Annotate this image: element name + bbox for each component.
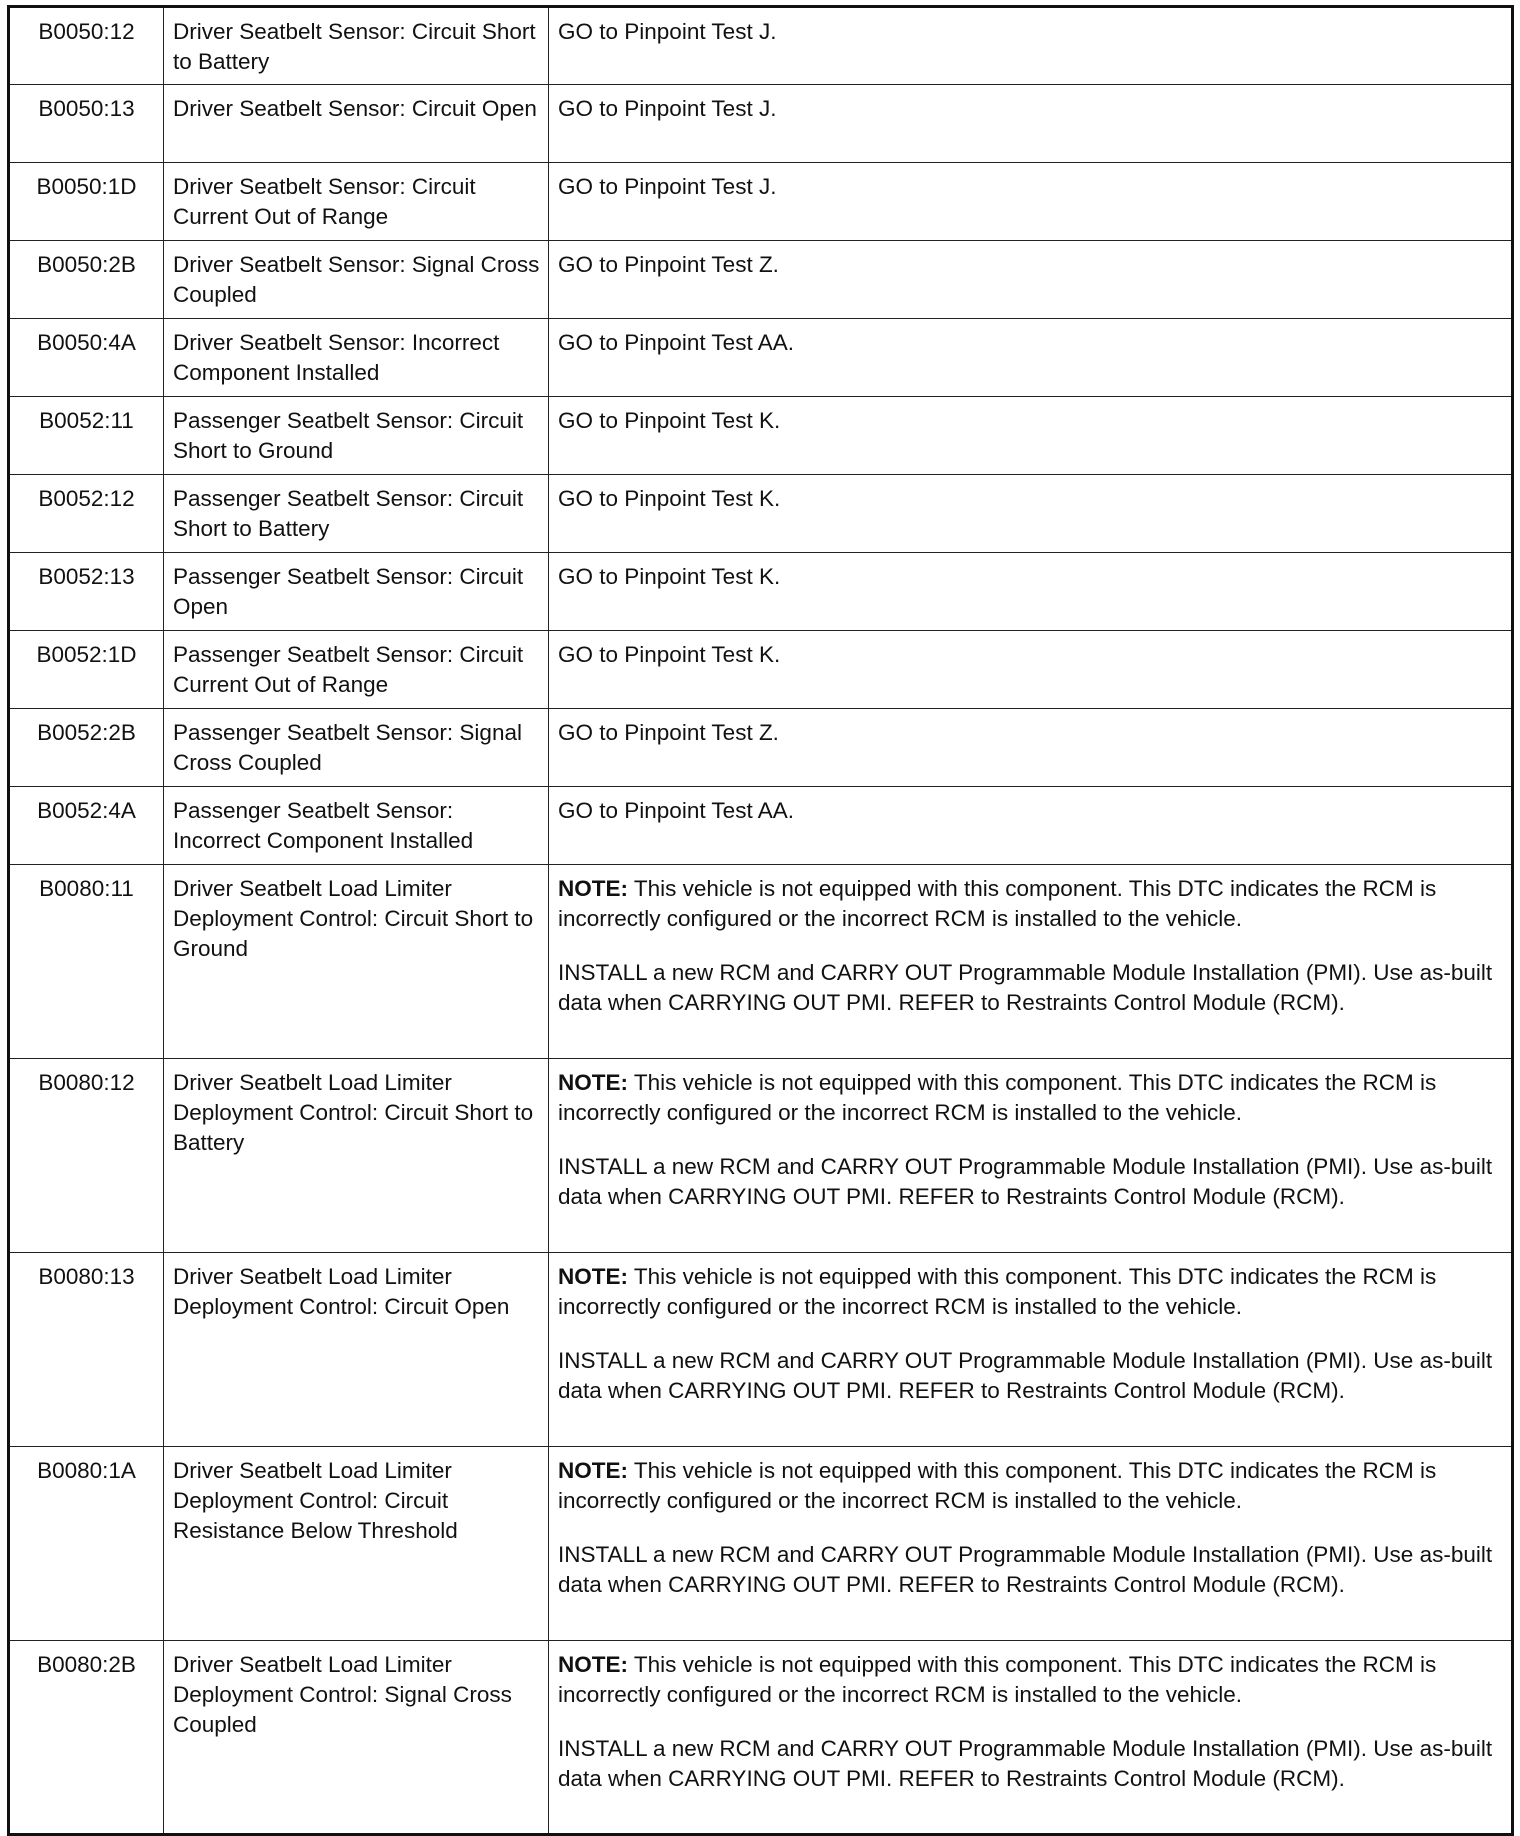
table-row [9, 1059, 1513, 1253]
dtc-description: Passenger Seatbelt Sensor: Circuit Short to Ground [164, 397, 549, 475]
table-row [9, 1641, 1513, 1835]
dtc-description: Driver Seatbelt Sensor: Signal Cross Coupled [164, 241, 549, 319]
table-row [9, 1447, 1513, 1641]
dtc-action: GO to Pinpoint Test K. [549, 475, 1513, 553]
dtc-table [7, 5, 1514, 1836]
dtc-action: GO to Pinpoint Test J. [549, 163, 1513, 241]
dtc-code: B0050:12 [9, 7, 164, 85]
table-row [9, 631, 1513, 709]
note-label: NOTE: [558, 1070, 628, 1095]
dtc-description: Driver Seatbelt Load Limiter Deployment Control: Circuit Short to Ground [164, 865, 549, 1059]
dtc-code: B0050:13 [9, 85, 164, 163]
action-text: INSTALL a new RCM and CARRY OUT Programmable Module Installation (PMI). Use as-built data when CARRYING OUT PMI. REFER to Restraints Control Module (RCM). [558, 1542, 1493, 1597]
dtc-code: B0052:2B [9, 709, 164, 787]
table-row [9, 475, 1513, 553]
dtc-action: GO to Pinpoint Test J. [549, 85, 1513, 163]
dtc-action [549, 1059, 1513, 1253]
dtc-description: Driver Seatbelt Load Limiter Deployment Control: Circuit Open [164, 1253, 549, 1447]
dtc-code: B0050:1D [9, 163, 164, 241]
action-text: INSTALL a new RCM and CARRY OUT Programmable Module Installation (PMI). Use as-built data when CARRYING OUT PMI. REFER to Restraints Control Module (RCM). [558, 1154, 1493, 1209]
table-row [9, 85, 1513, 163]
dtc-description: Passenger Seatbelt Sensor: Signal Cross Coupled [164, 709, 549, 787]
table-row [9, 1253, 1513, 1447]
dtc-code: B0080:13 [9, 1253, 164, 1447]
dtc-code: B0052:4A [9, 787, 164, 865]
note [558, 1456, 1503, 1516]
dtc-code: B0052:1D [9, 631, 164, 709]
dtc-action: GO to Pinpoint Test K. [549, 397, 1513, 475]
table-row [9, 397, 1513, 475]
dtc-description: Driver Seatbelt Load Limiter Deployment Control: Signal Cross Coupled [164, 1641, 549, 1835]
dtc-action: GO to Pinpoint Test K. [549, 631, 1513, 709]
dtc-code: B0080:2B [9, 1641, 164, 1835]
dtc-action [549, 1447, 1513, 1641]
note [558, 1262, 1503, 1322]
dtc-description: Passenger Seatbelt Sensor: Circuit Open [164, 553, 549, 631]
dtc-action [549, 1253, 1513, 1447]
dtc-code: B0052:12 [9, 475, 164, 553]
table-row [9, 319, 1513, 397]
action-text: INSTALL a new RCM and CARRY OUT Programmable Module Installation (PMI). Use as-built data when CARRYING OUT PMI. REFER to Restraints Control Module (RCM). [558, 1348, 1493, 1403]
dtc-code: B0080:1A [9, 1447, 164, 1641]
dtc-action: GO to Pinpoint Test K. [549, 553, 1513, 631]
dtc-action [549, 865, 1513, 1059]
dtc-code: B0050:2B [9, 241, 164, 319]
table-row [9, 787, 1513, 865]
dtc-description: Driver Seatbelt Sensor: Circuit Short to Battery [164, 7, 549, 85]
dtc-action: GO to Pinpoint Test Z. [549, 709, 1513, 787]
table-row [9, 553, 1513, 631]
table-row [9, 865, 1513, 1059]
dtc-description: Driver Seatbelt Sensor: Circuit Current Out of Range [164, 163, 549, 241]
note-label: NOTE: [558, 876, 628, 901]
note-text: This vehicle is not equipped with this component. This DTC indicates the RCM is incorrectly configured or the incorrect RCM is installed to the vehicle. [558, 1458, 1437, 1513]
note [558, 874, 1503, 934]
action-text: INSTALL a new RCM and CARRY OUT Programmable Module Installation (PMI). Use as-built data when CARRYING OUT PMI. REFER to Restraints Control Module (RCM). [558, 960, 1493, 1015]
dtc-code: B0080:12 [9, 1059, 164, 1253]
table-row [9, 241, 1513, 319]
note-text: This vehicle is not equipped with this component. This DTC indicates the RCM is incorrectly configured or the incorrect RCM is installed to the vehicle. [558, 876, 1437, 931]
note [558, 1650, 1503, 1710]
note-label: NOTE: [558, 1264, 628, 1289]
dtc-description: Driver Seatbelt Load Limiter Deployment Control: Circuit Short to Battery [164, 1059, 549, 1253]
table-row [9, 7, 1513, 85]
note-label: NOTE: [558, 1458, 628, 1483]
dtc-code: B0052:11 [9, 397, 164, 475]
action-text: INSTALL a new RCM and CARRY OUT Programmable Module Installation (PMI). Use as-built data when CARRYING OUT PMI. REFER to Restraints Control Module (RCM). [558, 1736, 1493, 1791]
note-text: This vehicle is not equipped with this component. This DTC indicates the RCM is incorrectly configured or the incorrect RCM is installed to the vehicle. [558, 1070, 1437, 1125]
note-label: NOTE: [558, 1652, 628, 1677]
table-row [9, 709, 1513, 787]
note-text: This vehicle is not equipped with this component. This DTC indicates the RCM is incorrectly configured or the incorrect RCM is installed to the vehicle. [558, 1264, 1437, 1319]
dtc-action: GO to Pinpoint Test Z. [549, 241, 1513, 319]
dtc-description: Passenger Seatbelt Sensor: Circuit Current Out of Range [164, 631, 549, 709]
dtc-description: Driver Seatbelt Sensor: Incorrect Component Installed [164, 319, 549, 397]
dtc-description: Passenger Seatbelt Sensor: Incorrect Component Installed [164, 787, 549, 865]
dtc-code: B0052:13 [9, 553, 164, 631]
dtc-code: B0050:4A [9, 319, 164, 397]
note [558, 1068, 1503, 1128]
note-text: This vehicle is not equipped with this component. This DTC indicates the RCM is incorrectly configured or the incorrect RCM is installed to the vehicle. [558, 1652, 1437, 1707]
dtc-action: GO to Pinpoint Test J. [549, 7, 1513, 85]
dtc-description: Driver Seatbelt Load Limiter Deployment Control: Circuit Resistance Below Threshold [164, 1447, 549, 1641]
dtc-description: Driver Seatbelt Sensor: Circuit Open [164, 85, 549, 163]
dtc-action: GO to Pinpoint Test AA. [549, 319, 1513, 397]
dtc-action [549, 1641, 1513, 1835]
dtc-action: GO to Pinpoint Test AA. [549, 787, 1513, 865]
table-row [9, 163, 1513, 241]
dtc-code: B0080:11 [9, 865, 164, 1059]
dtc-description: Passenger Seatbelt Sensor: Circuit Short to Battery [164, 475, 549, 553]
